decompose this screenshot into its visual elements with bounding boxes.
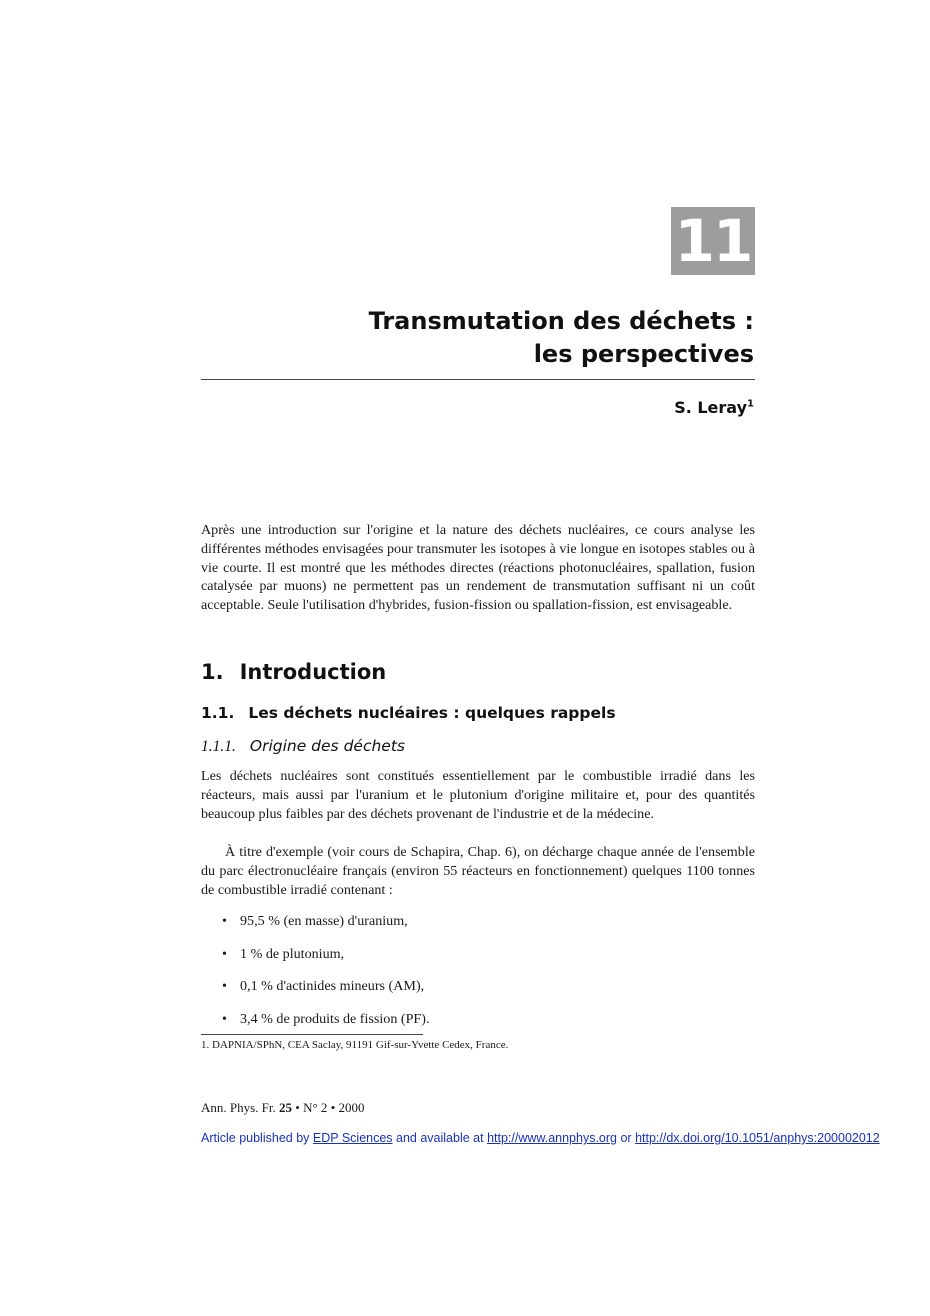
- journal-reference: [201, 1100, 365, 1116]
- subsubsection-number: 1.1.1.: [201, 738, 236, 755]
- paragraph: À titre d'exemple (voir cours de Schapira, Chap. 6), on décharge chaque année de l'ensemble du parc électronucléaire français (environ 55 réacteurs en fonctionnement) quelques 1100 tonnes de combustible irradié contenant :: [201, 844, 755, 898]
- journal-separator: •: [330, 1100, 336, 1115]
- subsubsection-heading: [201, 737, 405, 756]
- section-title: Introduction: [239, 660, 387, 684]
- composition-list: [222, 911, 429, 1041]
- journal-issue: N° 2: [303, 1100, 328, 1115]
- abstract: Après une introduction sur l'origine et la nature des déchets nucléaires, ce cours analyse les différentes méthodes envisagées pour transmuter les isotopes à vie longue en isotopes stables ou à vie courte. Il est montré que les méthodes directes (réactions photonucléaires, spallation, fusion catalysée par muons) ne permettent pas un rendement de transmutation suffisant ni un coût acceptable. Seule l'utilisation d'hybrides, fusion-fission ou spallation-fission, est envisageable.: [201, 522, 755, 614]
- journal-prefix: Ann. Phys. Fr.: [201, 1100, 276, 1115]
- list-item: [222, 944, 429, 977]
- list-item-text: 0,1 % d'actinides mineurs (AM),: [240, 978, 425, 994]
- title-line-1: Transmutation des déchets :: [368, 307, 754, 335]
- bullet-icon: •: [222, 913, 227, 929]
- subsubsection-title: Origine des déchets: [249, 737, 405, 755]
- author-name: S. Leray: [674, 398, 748, 417]
- section-heading: [201, 660, 386, 684]
- list-item: [222, 911, 429, 944]
- publisher-link[interactable]: EDP Sciences: [312, 1131, 393, 1145]
- list-item-text: 95,5 % (en masse) d'uranium,: [240, 913, 408, 929]
- subsection-number: 1.1.: [201, 704, 235, 722]
- doi-link[interactable]: http://dx.doi.org/10.1051/anphys:200002012: [635, 1131, 880, 1145]
- publication-text: and available at: [392, 1131, 488, 1145]
- paper-title: [369, 305, 754, 371]
- footnote: 1. DAPNIA/SPhN, CEA Saclay, 91191 Gif-sur-Yvette Cedex, France.: [201, 1039, 509, 1051]
- journal-separator: •: [295, 1100, 300, 1115]
- list-item: [222, 976, 429, 1009]
- journal-volume: 25: [279, 1100, 293, 1115]
- list-item: [222, 1009, 429, 1042]
- journal-year: 2000: [338, 1100, 365, 1115]
- subsection-title: Les déchets nucléaires : quelques rappels: [248, 704, 616, 722]
- section-number: 1.: [201, 660, 224, 684]
- title-line-2: les perspectives: [533, 340, 754, 368]
- journal-site-link[interactable]: http://www.annphys.org: [487, 1131, 617, 1145]
- footnote-rule: [201, 1034, 423, 1035]
- subsection-heading: [201, 704, 616, 722]
- bullet-icon: •: [222, 945, 227, 962]
- chapter-number-box: [671, 207, 755, 275]
- chapter-number: 11: [674, 207, 752, 275]
- publication-notice: [201, 1131, 880, 1145]
- publication-text: or: [617, 1131, 636, 1145]
- publication-text: Article published by: [201, 1131, 313, 1145]
- author-footnote-mark: 1: [747, 398, 754, 410]
- paragraph: Les déchets nucléaires sont constitués essentiellement par le combustible irradié dans les réacteurs, mais aussi par l'uranium et le plutonium d'origine militaire et, pour des quantités beaucoup plus faibles par des déchets provenant de l'industrie et de la médecine.: [201, 768, 755, 822]
- author: [674, 398, 754, 417]
- bullet-icon: •: [222, 1010, 227, 1027]
- list-item-text: 3,4 % de produits de fission (PF).: [240, 1010, 430, 1027]
- list-item-text: 1 % de plutonium,: [240, 945, 345, 962]
- title-rule: [201, 379, 755, 380]
- bullet-icon: •: [222, 978, 227, 994]
